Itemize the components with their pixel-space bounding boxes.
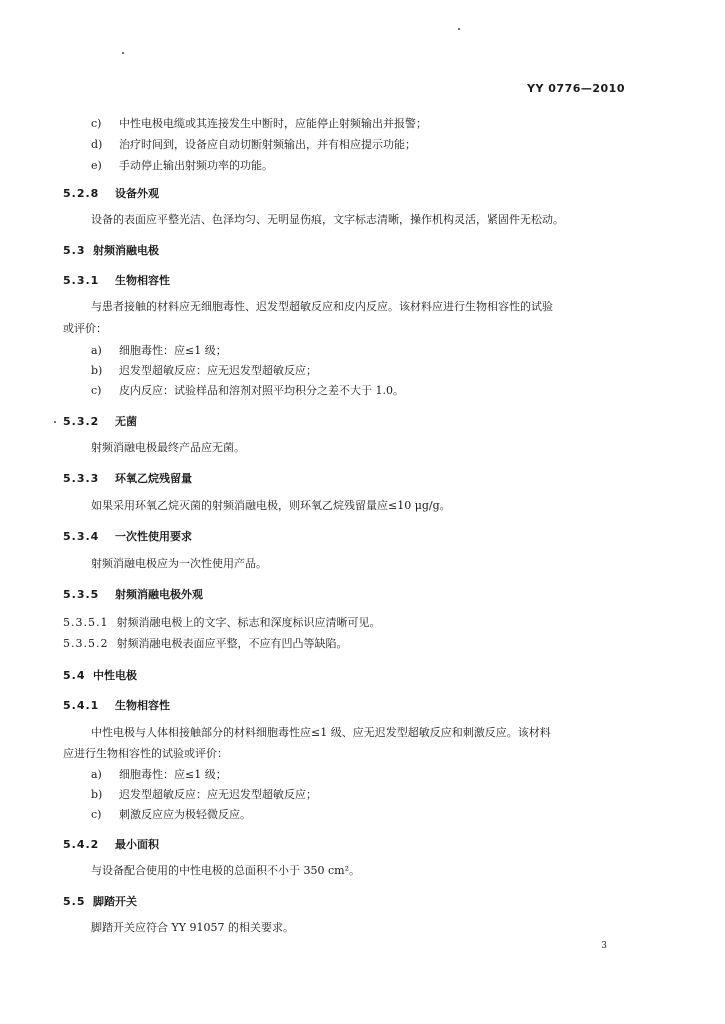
section-heading xyxy=(63,472,192,486)
section-number: 5.3.1 xyxy=(63,274,100,287)
paragraph: 脚踏开关应符合 YY 91057 的相关要求。 xyxy=(91,921,295,934)
subclause-text: 射频消融电极上的文字、标志和深度标识应清晰可见。 xyxy=(116,616,381,629)
paragraph: 射频消融电极最终产品应无菌。 xyxy=(91,441,245,454)
subclause-number: 5.3.5.2 xyxy=(63,637,109,650)
section-number: 5.3.4 xyxy=(63,530,100,543)
section-number: 5.3.2 xyxy=(63,415,100,428)
item-label: b) xyxy=(91,788,103,801)
list-item xyxy=(91,808,251,822)
item-text: 迟发型超敏反应：应无迟发型超敏反应； xyxy=(119,788,317,801)
subclause xyxy=(63,616,380,630)
section-title: 射频消融电极 xyxy=(93,244,159,257)
item-text: 细胞毒性：应≤1 级； xyxy=(119,344,227,357)
section-title: 生物相容性 xyxy=(115,699,170,712)
section-heading xyxy=(63,415,137,429)
item-text: 手动停止输出射频功率的功能。 xyxy=(119,159,273,172)
section-heading xyxy=(63,838,159,852)
section-title: 生物相容性 xyxy=(115,274,170,287)
list-item xyxy=(91,768,227,782)
standard-code: YY 0776—2010 xyxy=(527,82,625,95)
section-heading xyxy=(63,669,137,683)
item-label: b) xyxy=(91,364,103,377)
section-heading xyxy=(63,895,137,909)
item-text: 皮内反应：试验样品和溶剂对照平均积分之差不大于 1.0。 xyxy=(119,384,404,397)
section-heading xyxy=(63,187,159,201)
item-text: 细胞毒性：应≤1 级； xyxy=(119,768,227,781)
paragraph-continuation: 或评价： xyxy=(63,322,107,335)
section-heading xyxy=(63,274,170,288)
subclause-text: 射频消融电极表面应平整，不应有凹凸等缺陷。 xyxy=(116,637,348,650)
list-item xyxy=(91,344,227,358)
section-title: 环氧乙烷残留量 xyxy=(115,472,192,485)
list-item xyxy=(91,384,404,398)
paragraph: 与设备配合使用的中性电极的总面积不小于 350 cm²。 xyxy=(91,864,360,877)
scan-speck xyxy=(458,28,460,30)
item-label: c) xyxy=(91,808,102,821)
item-label: a) xyxy=(91,768,102,781)
section-title: 脚踏开关 xyxy=(93,895,137,908)
section-number: 5.3.3 xyxy=(63,472,100,485)
section-number: 5.4.2 xyxy=(63,838,100,851)
paragraph: 设备的表面应平整光洁、色泽均匀、无明显伤痕，文字标志清晰，操作机构灵活，紧固件无松动。 xyxy=(91,213,564,226)
section-title: 中性电极 xyxy=(93,669,137,682)
section-title: 一次性使用要求 xyxy=(115,530,192,543)
paragraph: 射频消融电极应为一次性使用产品。 xyxy=(91,557,267,570)
paragraph: 中性电极与人体相接触部分的材料细胞毒性应≤1 级、应无迟发型超敏反应和刺激反应。该材料 xyxy=(91,726,551,739)
section-number: 5.3.5 xyxy=(63,588,100,601)
list-item xyxy=(91,138,416,152)
section-number: 5.4.1 xyxy=(63,699,100,712)
item-label: e) xyxy=(91,159,102,172)
page-number: 3 xyxy=(601,941,607,951)
subclause-number: 5.3.5.1 xyxy=(63,616,109,629)
paragraph-continuation: 应进行生物相容性的试验或评价： xyxy=(63,747,228,760)
paragraph: 与患者接触的材料应无细胞毒性、迟发型超敏反应和皮内反应。该材料应进行生物相容性的试验 xyxy=(91,300,553,313)
section-heading xyxy=(63,588,203,602)
item-label: c) xyxy=(91,384,102,397)
section-number: 5.3 xyxy=(63,244,86,257)
list-item xyxy=(91,159,273,173)
section-heading xyxy=(63,530,192,544)
section-number: 5.2.8 xyxy=(63,187,100,200)
item-text: 治疗时间到，设备应自动切断射频输出，并有相应提示功能； xyxy=(119,138,416,151)
item-label: c) xyxy=(91,117,102,130)
section-title: 最小面积 xyxy=(115,838,159,851)
list-item xyxy=(91,364,317,378)
section-number: 5.4 xyxy=(63,669,86,682)
scan-speck xyxy=(54,421,56,423)
item-text: 中性电极电缆或其连接发生中断时，应能停止射频输出并报警； xyxy=(119,117,427,130)
section-number: 5.5 xyxy=(63,895,86,908)
section-title: 无菌 xyxy=(115,415,137,428)
section-title: 射频消融电极外观 xyxy=(115,588,203,601)
list-item xyxy=(91,117,427,131)
item-label: d) xyxy=(91,138,103,151)
section-title: 设备外观 xyxy=(115,187,159,200)
item-label: a) xyxy=(91,344,102,357)
list-item xyxy=(91,788,317,802)
subclause xyxy=(63,637,347,651)
paragraph: 如果采用环氧乙烷灭菌的射频消融电极，则环氧乙烷残留量应≤10 μg/g。 xyxy=(91,499,451,512)
scan-speck xyxy=(122,52,124,54)
item-text: 迟发型超敏反应：应无迟发型超敏反应； xyxy=(119,364,317,377)
item-text: 刺激反应应为极轻微反应。 xyxy=(119,808,251,821)
section-heading xyxy=(63,244,159,258)
section-heading xyxy=(63,699,170,713)
